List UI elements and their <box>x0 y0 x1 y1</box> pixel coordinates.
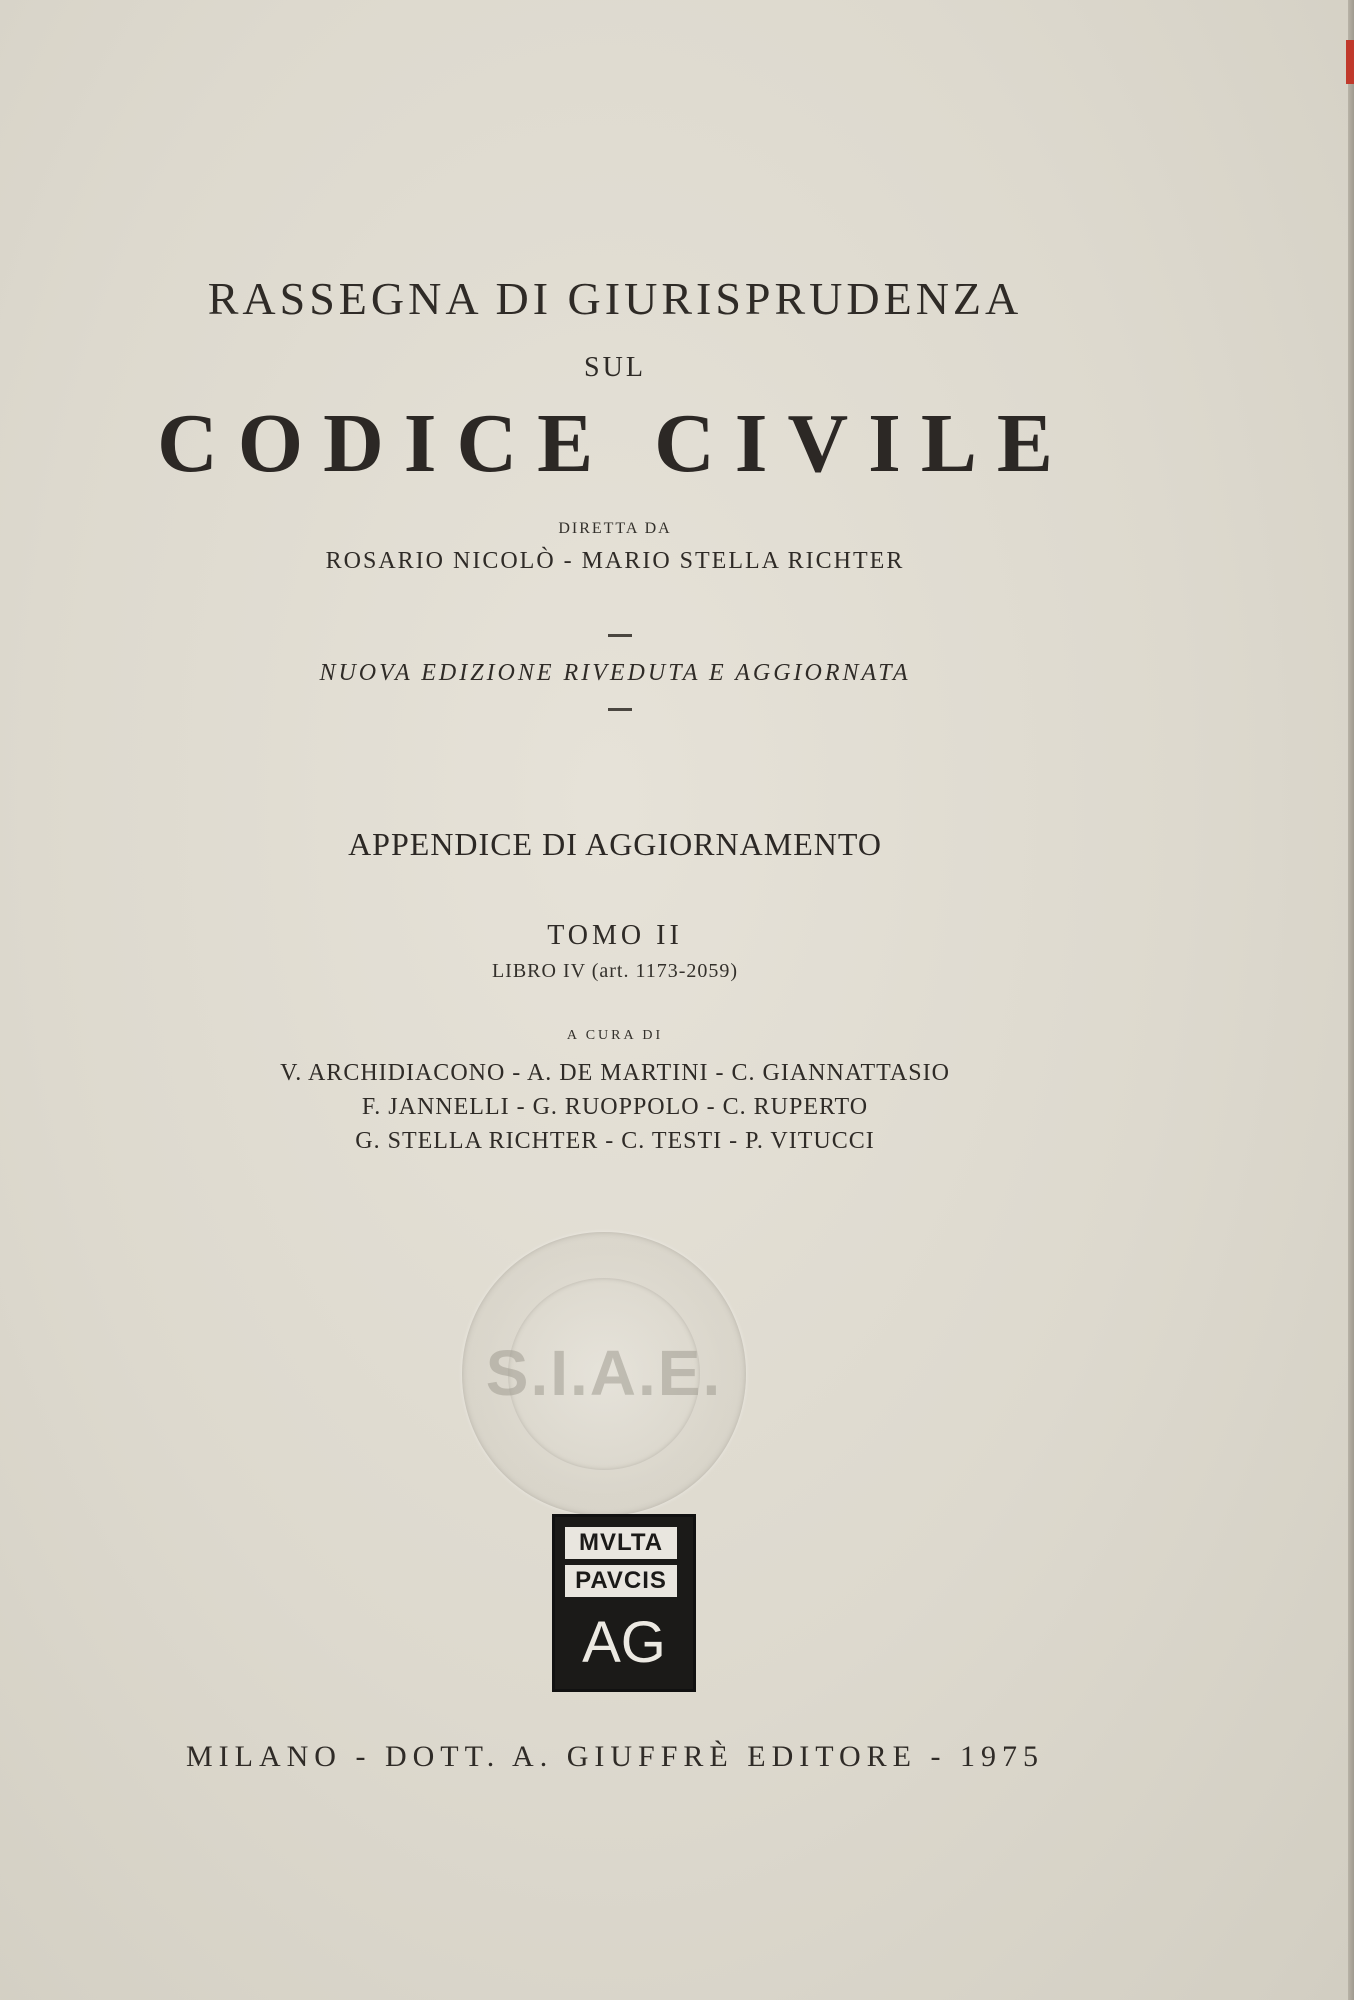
title-line-2: SUL <box>584 352 646 383</box>
main-title: CODICE CIVILE <box>157 397 1073 490</box>
appendix-heading: APPENDICE DI AGGIORNAMENTO <box>348 826 882 862</box>
logo-text-ag: AG <box>582 1610 666 1675</box>
bookmark-tab <box>1346 40 1354 84</box>
edited-by-label: A CURA DI <box>566 1028 664 1043</box>
ornament-dash-bottom <box>608 708 632 711</box>
seal-text: S.I.A.E. <box>485 1337 723 1409</box>
ornament-dash-top <box>608 634 632 637</box>
page-edge <box>1348 0 1354 2000</box>
editors-line-2: F. JANNELLI - G. RUOPPOLO - C. RUPERTO <box>361 1094 869 1120</box>
logo-text-multa: MVLTA <box>565 1527 677 1559</box>
editors-line-3: G. STELLA RICHTER - C. TESTI - P. VITUCCI <box>355 1128 875 1154</box>
volume-label: TOMO II <box>547 920 683 951</box>
book-label: LIBRO IV (art. 1173-2059) <box>491 960 739 982</box>
publisher-imprint: MILANO - DOTT. A. GIUFFRÈ EDITORE - 1975 <box>185 1740 1045 1773</box>
publisher-logo <box>552 1514 696 1692</box>
directed-by-label: DIRETTA DA <box>558 520 672 537</box>
directors: ROSARIO NICOLÒ - MARIO STELLA RICHTER <box>325 548 905 574</box>
editors-line-1: V. ARCHIDIACONO - A. DE MARTINI - C. GIANNATTASIO <box>280 1060 950 1086</box>
logo-text-paucis: PAVCIS <box>565 1565 677 1597</box>
edition-line: NUOVA EDIZIONE RIVEDUTA E AGGIORNATA <box>319 660 911 686</box>
embossed-seal <box>462 1232 746 1516</box>
title-line-1: RASSEGNA DI GIURISPRUDENZA <box>207 273 1023 324</box>
